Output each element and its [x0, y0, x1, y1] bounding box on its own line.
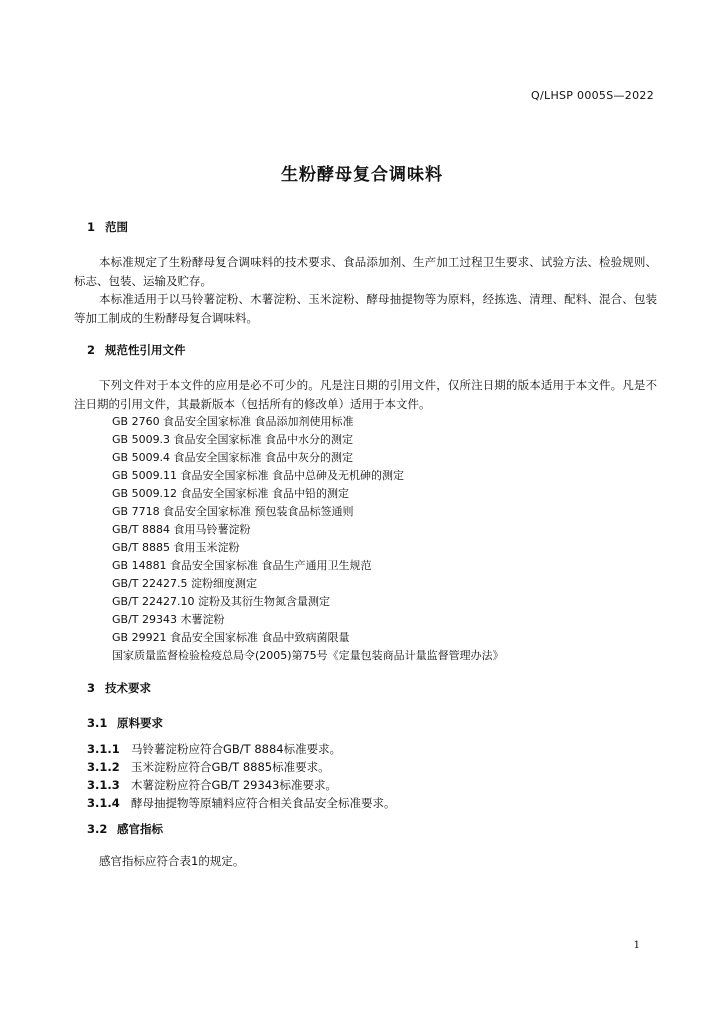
- section-1-heading: [87, 218, 657, 236]
- standard-code: Q/LHSP 0005S—2022: [531, 89, 654, 102]
- document-body: [74, 218, 657, 871]
- subsection-3-2-heading: [87, 820, 657, 838]
- section-number: 1: [87, 220, 96, 234]
- requirement-item: [87, 758, 657, 776]
- item-text: 玉米淀粉应符合GB/T 8885标准要求。: [131, 760, 330, 774]
- subsection-number: 3.1: [87, 716, 108, 730]
- item-number: 3.1.1: [87, 742, 120, 756]
- item-number: 3.1.4: [87, 796, 120, 810]
- reference-item: GB/T 22427.5 淀粉细度测定: [112, 577, 257, 590]
- requirement-item: [87, 794, 657, 812]
- reference-item: GB/T 8885 食用玉米淀粉: [112, 541, 240, 554]
- reference-item: GB 5009.11 食品安全国家标准 食品中总砷及无机砷的测定: [112, 469, 405, 482]
- item-text: 木薯淀粉应符合GB/T 29343标准要求。: [131, 778, 337, 792]
- subsection-3-1-heading: [87, 714, 657, 732]
- reference-item: GB 14881 食品安全国家标准 食品生产通用卫生规范: [112, 559, 372, 572]
- reference-item: GB 5009.3 食品安全国家标准 食品中水分的测定: [112, 433, 354, 446]
- reference-item: GB 5009.12 食品安全国家标准 食品中铅的测定: [112, 487, 350, 500]
- reference-item: GB 5009.4 食品安全国家标准 食品中灰分的测定: [112, 451, 354, 464]
- section-2-heading: [87, 341, 657, 359]
- paragraph: 本标准规定了生粉酵母复合调味料的技术要求、食品添加剂、生产加工过程卫生要求、试验方法、检验规则、标志、包装、运输及贮存。: [74, 255, 657, 288]
- document-title: 生粉酵母复合调味料: [281, 165, 443, 185]
- section-number: 2: [87, 343, 96, 357]
- section-title: 技术要求: [105, 681, 151, 695]
- reference-item: GB/T 22427.10 淀粉及其衍生物氮含量测定: [112, 595, 330, 608]
- subsection-title: 原料要求: [117, 716, 163, 730]
- section-3-heading: [87, 679, 657, 697]
- item-text: 酵母抽提物等原辅料应符合相关食品安全标准要求。: [131, 796, 396, 810]
- page-number: 1: [633, 940, 640, 951]
- reference-item: GB/T 8884 食用马铃薯淀粉: [112, 523, 251, 536]
- section-number: 3: [87, 681, 96, 695]
- item-number: 3.1.2: [87, 760, 120, 774]
- paragraph: 下列文件对于本文件的应用是必不可少的。凡是注日期的引用文件，仅所注日期的版本适用于本文件。凡是不注日期的引用文件，其最新版本（包括所有的修改单）适用于本文件。: [74, 378, 657, 411]
- subsection-title: 感官指标: [117, 822, 163, 836]
- reference-item: 国家质量监督检验检疫总局令(2005)第75号《定量包装商品计量监督管理办法》: [112, 649, 504, 662]
- reference-item: GB/T 29343 木薯淀粉: [112, 613, 225, 626]
- subsection-number: 3.2: [87, 822, 108, 836]
- requirement-item: [87, 740, 657, 758]
- reference-item: GB 29921 食品安全国家标准 食品中致病菌限量: [112, 631, 350, 644]
- section-title: 范围: [105, 220, 128, 234]
- reference-item: GB 7718 食品安全国家标准 预包装食品标签通则: [112, 505, 354, 518]
- reference-item: GB 2760 食品安全国家标准 食品添加剂使用标准: [112, 415, 354, 428]
- requirement-item: [87, 776, 657, 794]
- section-title: 规范性引用文件: [105, 343, 186, 357]
- paragraph: 本标准适用于以马铃薯淀粉、木薯淀粉、玉米淀粉、酵母抽提物等为原料，经拣选、清理、配料、混合、包装等加工制成的生粉酵母复合调味料。: [74, 292, 657, 325]
- paragraph: 感官指标应符合表1的规定。: [99, 854, 245, 868]
- item-number: 3.1.3: [87, 778, 120, 792]
- item-text: 马铃薯淀粉应符合GB/T 8884标准要求。: [131, 742, 342, 756]
